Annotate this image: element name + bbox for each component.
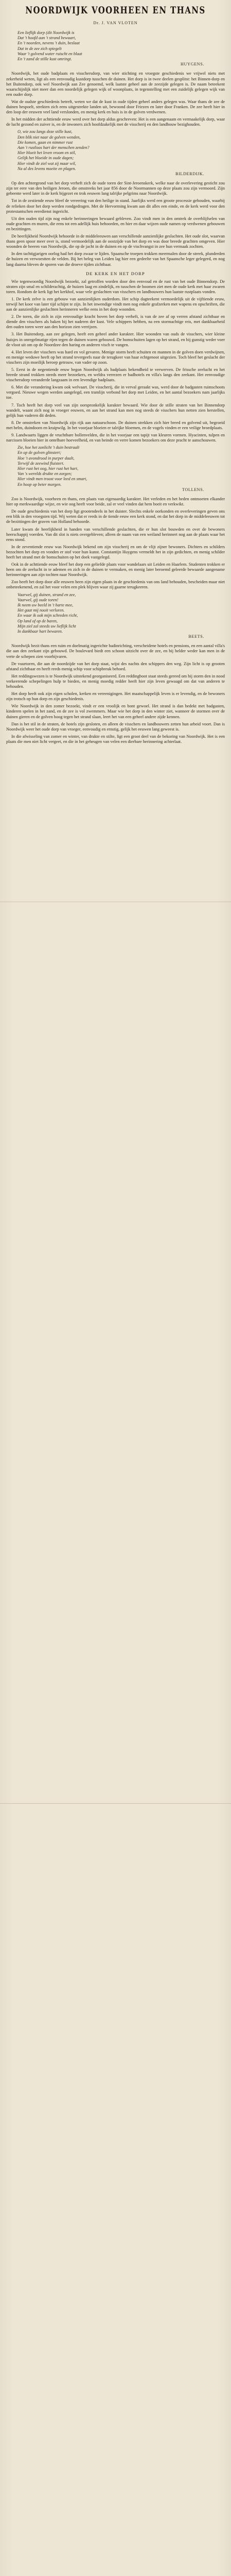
- poem-line: En hoop op beter morgen.: [17, 482, 62, 487]
- poem-line: Terwijl de zeewind fluistert.: [17, 461, 64, 466]
- poem-line: Hoe 't avondrood in purper daalt,: [17, 455, 75, 461]
- poem-line: Hier bloeit het leven vroom en stil,: [17, 150, 76, 156]
- section-heading: DE KERK EN HET DORP: [86, 271, 145, 276]
- second-poem: [17, 129, 225, 177]
- page-fold-line: [0, 1803, 231, 1804]
- body-paragraph: Tot in de zestiende eeuw bleef de vereering van den heilige in stand. Jaarlijks werd een groote processie gehouden, waarbij de relieken door het dorp werden rondgedragen. Met de Hervorming kwam aan dit alles een einde, en de kerk werd voor den protestantschen eeredienst ingericht.: [6, 198, 225, 214]
- body-paragraph: 4. Het leven der visschers was hard en vol gevaren. Menige storm heeft schuiten en mannen in de golven doen verdwijnen, en menige weduwe heeft op het strand tevergeefs naar de terugkeer van haar echtgenoot uitgezien. Toch bleef het geslacht der visschers zijn moeilijk beroep getrouw, van vader op zoon.: [6, 349, 225, 365]
- poem-line: Van 's werelds drukte en zorgen;: [17, 471, 72, 477]
- poem-attribution: TOLLENS.: [182, 487, 204, 492]
- body-paragraph: Wie Noordwijk in den zomer bezoekt, vindt er een vroolijk en bont gewoel. Het strand is dan bedekt met badgasten, kinderen spelen in het zand, en de zee is vol zwemmers. Maar wie het dorp in den winter ziet, wanneer de stormen over de duinen gieren en de golven hoog tegen het strand slaan, leert het van een geheel andere zijde kennen.: [6, 704, 225, 719]
- opening-poem: [17, 30, 225, 67]
- body-paragraph: De heerlijkheid Noordwijk behoorde in de middeleeuwen aan verschillende aanzienlijke geslachten. Het oude slot, waarvan thans geen spoor meer over is, stond vermoedelijk aan de oostzijde van het dorp en was door breede grachten omgeven. Hier woonden de heeren van Noordwijk, die op de jacht in de duinen en op de vischvangst in zee hun vermaak zochten.: [6, 234, 225, 249]
- poem-line: Hier vindt de ziel wat zij maar wil,: [17, 161, 76, 166]
- body-paragraph: Wie tegenwoordig Noordwijk bezoekt, zal getroffen worden door den eenvoud en de rust van het oude Binnendorp. De straten zijn smal en schilderachtig, de huizen laag en zindelijk, en tusschen de boomen ziet men de oude kerk met haar zwaren toren. Rondom de kerk ligt het kerkhof, waar vele geslachten van visschers en landbouwers hun laatste rustplaats vonden.: [6, 279, 225, 294]
- poem-line: Waar 't golvend water ruischt en blaat: [17, 51, 82, 56]
- body-paragraph: In de zeventiende eeuw was Noordwijk bekend om zijn visscherij en om de vlijt zijner bewoners. Dichters en schilders bezochten het dorp en vonden er stof voor hun kunst. Constantijn Huygens vermeldt het in zijn gedichten, en menig schilder heeft het strand met de bomschuiten op het doek vastgelegd.: [6, 544, 225, 560]
- body-paragraph: Zoo heeft het dorp door alle eeuwen heen zijn eigen plaats in de geschiedenis van ons land behouden, bescheiden maar niet onbeteekenend, en zal het voor velen een plek blijven waar zij gaarne terugkeeren.: [6, 580, 225, 590]
- poem-line: Dat 't hoofd aan 't strand bewaart,: [17, 36, 76, 41]
- poem-line: Zie, hoe het zonlicht 't duin bestraalt: [17, 445, 80, 450]
- body-paragraph: In die afwisseling van zomer en winter, van drukte en stilte, ligt een groot deel van de bekoring van Noordwijk. Het is een plaats die men niet licht vergeet, en die in het geheugen van velen een dierbare herinnering achterlaat.: [6, 734, 225, 744]
- poem-line: En 't noorden, nevens 't duin, beslaat: [17, 41, 80, 46]
- third-poem: [17, 445, 225, 493]
- body-paragraph: 6. Met die verandering kwam ook welvaart. De visscherij, die in verval geraakt was, werd door de badgasten ruimschoots vergoed. Nieuwe wegen werden aangelegd, een tramlijn verbond het dorp met Leiden, en het aantal bezoekers nam jaarlijks toe.: [6, 385, 225, 400]
- article-body-intro: [6, 71, 225, 127]
- poem-line: Dat in de zee zich spiegelt: [17, 46, 62, 51]
- poem-line: Mijn ziel zal steeds uw lieflijk licht: [17, 623, 76, 629]
- article-body-late: [6, 497, 225, 590]
- poem-line: Een lieflijk dorp (dit Noordwijk is: [17, 30, 75, 35]
- poem-line: In dankbaar hart bewaren.: [17, 629, 63, 634]
- body-paragraph: Later kwam de heerlijkheid in handen van verschillende geslachten, die er hun slot bouwden en over de bewoners heerschappij voerden. Van dit slot is niets overgebleven; alleen de naam van een weiland herinnert nog aan de plaats waar het eens stond.: [6, 527, 225, 542]
- body-paragraph: Uit den ouden tijd zijn nog enkele herinneringen bewaard gebleven. Zoo vindt men in den omtrek de overblijfselen van oude grachten en muren, die eens tot een adellijk huis behoorden, en hier en daar wijzen oude namen op verdwenen gebouwen en bezittingen.: [6, 216, 225, 231]
- fourth-poem: [17, 592, 225, 640]
- poem-line: Den blik niet naar de golven wenden,: [17, 134, 81, 140]
- poem-line: En 't zand de stille kust omringt.: [17, 57, 72, 62]
- body-paragraph: In den tachtigjarigen oorlog had het dorp zwaar te lijden. Spaansche troepen trokken meermalen door de streek, plunderden de huizen en verwoestten de velden. Bij het beleg van Leiden lag hier een gedeelte van het Spaansche leger gelegerd, en nog lang daarna bleven de sporen van die droeve tijden zichtbaar.: [6, 251, 225, 267]
- poem-line: Het gaat mij nooit verloren.: [17, 608, 65, 613]
- body-paragraph: 3. Het Buitendorp, aan zee gelegen, heeft een geheel ander karakter. Hier woonden van ouds de visschers, wier kleine huisjes in onregelmatige rijen tegen de duinen waren gebouwd. De bomschuiten lagen op het strand, en bij gunstig weder voer de vloot uit om op de Noordzee den haring en anderen visch te vangen.: [6, 332, 225, 347]
- poem-line: En waar ik ook mijn schreden richt,: [17, 613, 78, 618]
- article-title: NOORDWIJK VOORHEEN EN THANS: [25, 4, 206, 16]
- body-paragraph: Noordwijk, het oude badplaats en visschersdorp, van wier stichting en vroegste geschiedenis we vrijwel niets met zekerheid weten, ligt als een eenvoudig kustdorp tusschen de duinen. Het dorp is in twee deelen gesplitst: het Binnen-dorp en het Buitendorp, ook wel Noordwijk aan Zee genoemd, welk laatste geheel aan de zeezijde gelegen is. De naam beteekent waarschijnlijk niet meer dan een noordelijk gelegen wijk of woonplaats, in tegenstelling met een zuidelijk gelegen wijk van een ouder dorp.: [6, 71, 225, 97]
- body-paragraph: In het midden der achttiende eeuw werd over het dorp aldus geschreven: Het is een aangenaam en vermaakelijk dorp, waar de lucht gezond en zuiver is, en de inwoners zich hoofdzakelijk met de visscherij en den landbouw bezighouden.: [6, 117, 225, 127]
- poem-line: O, wie zou langs deze stille kust,: [17, 129, 73, 134]
- poem-attribution: BEETS.: [188, 634, 204, 639]
- article-body-final: [6, 643, 225, 744]
- body-paragraph: Noordwijk bezit thans een ruim en doelmatig ingerichte badinrichting, verscheidene hotels en pensions, en een aantal villa's die aan den zeekant zijn gebouwd. De boulevard biedt een schoon uitzicht over de zee, en bij helder weder kan men in de verte de schepen zien voorbijvaren.: [6, 643, 225, 659]
- poem-line: Hier vindt men troost voor leed en smart,: [17, 477, 87, 482]
- poem-line: Die komen, gaan en nimmer rust: [17, 140, 73, 145]
- body-paragraph: Ook in de achttiende eeuw bleef het dorp een geliefde plaats voor wandelaars uit Leiden en Haarlem. Studenten trokken er heen om de zeelucht in te ademen en zich in de duinen te vermaken, en menig later beroemd geleerde bewaarde aangename herinneringen aan zijn tochten naar Noordwijk.: [6, 562, 225, 578]
- poem-line: Hier rust het oog, hier rust het hart,: [17, 466, 79, 471]
- body-paragraph: Het reddingswezen is te Noordwijk uitstekend georganiseerd. Een reddingboot staat steeds gereed om bij storm den in nood verkeerende schepelingen hulp te bieden, en menig moedig redder heeft hier zijn leven gewaagd om dat van anderen te behouden.: [6, 673, 225, 689]
- poem-line: Gelijk het bloeide in oude dagen;: [17, 156, 74, 161]
- body-paragraph: 9. Landwaarts liggen de vruchtbare bollenvelden, die in het voorjaar een tapijt van kleuren vormen. Hyacinten, tulpen en narcissen bloeien hier in ontelbare hoeveelheid, en van heinde en verre komen bezoekers om deze pracht te aanschouwen.: [6, 433, 225, 443]
- body-paragraph: Het dorp heeft ook zijn eigen scholen, kerken en vereenigingen. Het maatschappelijk leven is er levendig, en de bewoners zijn trotsch op hun dorp en zijn geschiedenis.: [6, 691, 225, 702]
- poem-attribution: HUYGENS.: [181, 62, 204, 67]
- poem-line: Vaarwel, gij oude toren!: [17, 597, 59, 602]
- poem-line: En op de golven glinstert;: [17, 450, 62, 455]
- body-paragraph: 5. Eerst in de negentiende eeuw begon Noordwijk als badplaats bekendheid te verwerven. De frissche zeelucht en het breede strand trokken steeds meer bezoekers, en weldra verrezen er badhotels en villa's langs den zeekant. Het eenvoudige visschersdorp veranderde langzaam in een levendige badplaats.: [6, 367, 225, 383]
- poem-line: Op land of op de baren,: [17, 618, 58, 623]
- body-paragraph: 8. De omstreken van Noordwijk zijn rijk aan natuurschoon. De duinen strekken zich hier breed en golvend uit, begroeid met helm, duindoorn en kruipwilg. In het voorjaar bloeien er talrijke bloemen, en de vogels vinden er een veilige broedplaats.: [6, 420, 225, 430]
- article-author: Dr. J. VAN VLOTEN: [93, 21, 138, 25]
- article-body-long: [6, 279, 225, 444]
- article-body-middle: [6, 181, 225, 267]
- body-paragraph: Op den achtergrond van het dorp verheft zich de oude toren der Sint-Jeroenskerk, welke naar de overlevering gesticht zou zijn ter eere van den heiligen Jeroen, die omstreeks het jaar 856 door de Noormannen op deze plaats zou zijn vermoord. Zijn gebeente werd later in de kerk bijgezet en trok eeuwen lang talrijke pelgrims naar Noordwijk.: [6, 181, 225, 196]
- poem-line: Aan 't rustloos hart der menschen zenden?: [17, 145, 90, 150]
- body-paragraph: De vuurtoren, die aan de noordzijde van het dorp staat, wijst des nachts den schippers den weg. Zijn licht is op grooten afstand zichtbaar en heeft reeds menig schip voor schipbreuk behoed.: [6, 661, 225, 671]
- body-paragraph: Dan is het stil in de straten, de hotels zijn gesloten, en alleen de visschers en landbouwers zetten hun arbeid voort. Dan is Noordwijk weer het oude dorp van vroeger, eenvoudig en ernstig, gelijk het eeuwen lang geweest is.: [6, 721, 225, 732]
- poem-attribution: BILDERDIJK.: [175, 171, 204, 176]
- poem-line: Ik neem uw beeld in 't harte mee,: [17, 602, 74, 607]
- body-paragraph: De oude geschiedenis van het dorp ligt grootendeels in het duister. Slechts enkele oorkonden en overleveringen geven ons een blik in den vroegsten tijd. Wij weten dat er reeds in de tiende eeuw een kerk stond, en dat het dorp in de middeleeuwen tot de bezittingen der graven van Holland behoorde.: [6, 509, 225, 524]
- body-paragraph: 7. Toch heeft het dorp veel van zijn oorspronkelijk karakter bewaard. Wie door de stille straten van het Binnendorp wandelt, waant zich nog in vroeger eeuwen, en aan het strand kan men nog steeds de visschers hun netten zien herstellen, gelijk hun vaderen dit deden.: [6, 402, 225, 418]
- poem-line: Vaarwel, gij duinen, strand en zee,: [17, 592, 76, 597]
- body-paragraph: Zoo is Noordwijk, voorheen en thans, een plaats van eigenaardig karakter. Het verleden en het heden ontmoeten elkander hier op merkwaardige wijze, en wie oog heeft voor beide, zal er veel vinden dat hem boeit en verkwikt.: [6, 497, 225, 507]
- body-paragraph: 1. De kerk zelve is een gebouw van aanzienlijken ouderdom. Het schip dagteekent vermoedelijk uit de vijftiende eeuw, terwijl het koor van later tijd schijnt te zijn. In het inwendige vindt men nog enkele grafzerken met wapens en opschriften, die aan de aanzienlijke geslachten herinneren welke eens in het dorp woonden.: [6, 296, 225, 312]
- body-paragraph: Wat de oudste geschiedenis betreft, weten we dat de kust in oude tijden geheel anders gelegen was. Waar thans de zee de duinen bespoelt, strekten zich eens uitgestrekte landen uit, bewoond door Friezen en later door Franken. De zee heeft hier in den loop der eeuwen veel land verslonden, en menig kerk en huis is in de golven verdwenen.: [6, 99, 225, 115]
- body-paragraph: 2. De toren, die zich in zijn eenvoudige kracht boven het dorp verheft, is van de zee af op verren afstand zichtbaar en diende den visschers als baken bij het naderen der kust. Vele schippers hebben, na een stormachtige reis, met dankbaarheid den ouden toren weer aan den horizon zien verrijzen.: [6, 314, 225, 330]
- poem-line: Na al des levens moeite en plagen.: [17, 166, 76, 171]
